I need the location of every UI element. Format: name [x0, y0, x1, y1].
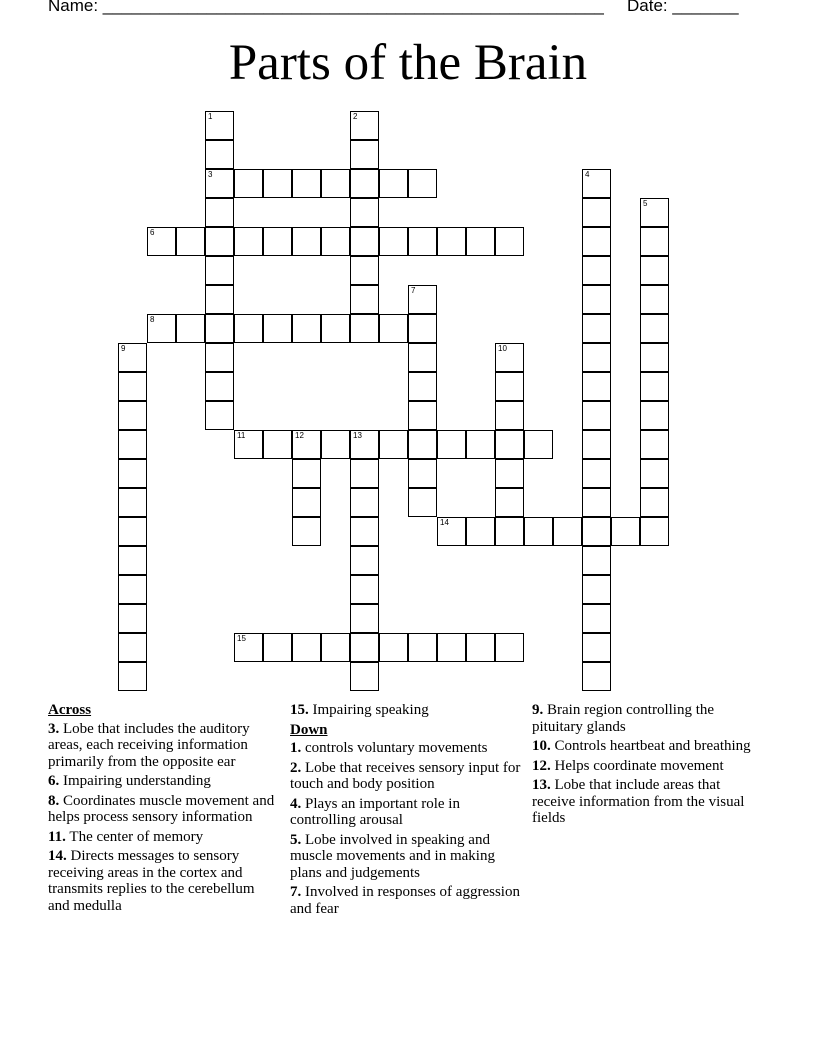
crossword-cell[interactable]: [292, 227, 321, 256]
crossword-cell[interactable]: [582, 401, 611, 430]
crossword-cell[interactable]: [640, 517, 669, 546]
crossword-cell[interactable]: [118, 372, 147, 401]
clue-number: 8: [150, 315, 155, 324]
clue-number: 4: [585, 170, 590, 179]
crossword-cell[interactable]: [118, 401, 147, 430]
crossword-cell[interactable]: [292, 430, 321, 459]
crossword-cell[interactable]: [118, 575, 147, 604]
crossword-cell[interactable]: [350, 662, 379, 691]
crossword-cell[interactable]: [495, 343, 524, 372]
crossword-cell[interactable]: [582, 604, 611, 633]
crossword-cell[interactable]: [176, 314, 205, 343]
crossword-cell[interactable]: [350, 546, 379, 575]
clue-number: 7: [411, 286, 416, 295]
crossword-cell[interactable]: [234, 227, 263, 256]
clue-across-14: 14. Directs messages to sensory receiving areas in the cortex and transmits replies to the cerebellum and medulla: [48, 848, 255, 914]
crossword-cell[interactable]: [640, 256, 669, 285]
crossword-cell[interactable]: [234, 169, 263, 198]
crossword-cell[interactable]: [379, 314, 408, 343]
crossword-cell[interactable]: [582, 517, 611, 546]
crossword-cell[interactable]: [205, 227, 234, 256]
crossword-cell[interactable]: [408, 459, 437, 488]
crossword-cell[interactable]: [263, 633, 292, 662]
crossword-cell[interactable]: [582, 285, 611, 314]
crossword-cell[interactable]: [640, 372, 669, 401]
crossword-cell[interactable]: [118, 662, 147, 691]
crossword-cell[interactable]: [466, 517, 495, 546]
crossword-cell[interactable]: [292, 488, 321, 517]
crossword-cell[interactable]: [582, 546, 611, 575]
crossword-cell[interactable]: [234, 314, 263, 343]
crossword-cell[interactable]: [321, 633, 350, 662]
clue-number: 3: [208, 170, 213, 179]
crossword-cell[interactable]: [640, 227, 669, 256]
crossword-cell[interactable]: [350, 488, 379, 517]
crossword-cell[interactable]: [205, 401, 234, 430]
crossword-cell[interactable]: [640, 459, 669, 488]
page-title: Parts of the Brain: [228, 35, 588, 91]
crossword-cell[interactable]: [582, 459, 611, 488]
crossword-cell[interactable]: [147, 314, 176, 343]
clue-number: 1: [208, 112, 213, 121]
crossword-cell[interactable]: [495, 227, 524, 256]
crossword-cell[interactable]: [640, 285, 669, 314]
clue-down-9: 9. Brain region controlling the pituitary glands: [532, 702, 715, 735]
clue-across-3: 3. Lobe that includes the auditory areas, each receiving information primarily from the opposite ear: [48, 720, 250, 770]
down-heading: Down: [290, 721, 328, 738]
crossword-cell[interactable]: [437, 227, 466, 256]
clue-across-11: 11. The center of memory: [48, 828, 204, 845]
crossword-cell[interactable]: [205, 169, 234, 198]
crossword-cell[interactable]: [350, 430, 379, 459]
name-field[interactable]: Name: _____________________________________________________: [48, 0, 604, 15]
crossword-cell[interactable]: [118, 517, 147, 546]
crossword-cell[interactable]: [350, 140, 379, 169]
crossword-cell[interactable]: [292, 517, 321, 546]
crossword-cell[interactable]: [640, 343, 669, 372]
clue-down-1: 1. controls voluntary movements: [290, 740, 488, 756]
crossword-cell[interactable]: [582, 488, 611, 517]
crossword-cell[interactable]: [350, 169, 379, 198]
crossword-cell[interactable]: [379, 430, 408, 459]
clue-number: 9: [121, 344, 126, 353]
crossword-cell[interactable]: [582, 372, 611, 401]
crossword-cell[interactable]: [582, 256, 611, 285]
crossword-cell[interactable]: [495, 401, 524, 430]
crossword-cell[interactable]: [495, 488, 524, 517]
crossword-cell[interactable]: [582, 430, 611, 459]
crossword-cell[interactable]: [582, 227, 611, 256]
crossword-cell[interactable]: [321, 314, 350, 343]
clue-number: 11: [237, 431, 246, 440]
crossword-cell[interactable]: [234, 430, 263, 459]
crossword-cell[interactable]: [350, 459, 379, 488]
crossword-cell[interactable]: [118, 430, 147, 459]
clue-down-4: 4. Plays an important role in controlling arousal: [290, 795, 460, 828]
crossword-cell[interactable]: [118, 488, 147, 517]
crossword-cell[interactable]: [321, 169, 350, 198]
crossword-cell[interactable]: [582, 198, 611, 227]
crossword-cell[interactable]: [495, 430, 524, 459]
crossword-cell[interactable]: [524, 430, 553, 459]
crossword-cell[interactable]: [408, 169, 437, 198]
crossword-cell[interactable]: [118, 633, 147, 662]
crossword-cell[interactable]: [408, 430, 437, 459]
crossword-cell[interactable]: [495, 633, 524, 662]
clue-number: 15: [237, 634, 246, 643]
clue-column-2: [290, 702, 522, 920]
crossword-cell[interactable]: [524, 517, 553, 546]
clue-down-7: 7. Involved in responses of aggression and fear: [290, 884, 520, 917]
crossword-cell[interactable]: [582, 575, 611, 604]
crossword-cell[interactable]: [640, 488, 669, 517]
crossword-cell[interactable]: [582, 343, 611, 372]
date-field[interactable]: Date: _______: [627, 0, 739, 15]
clue-number: 10: [498, 344, 507, 353]
crossword-cell[interactable]: [321, 227, 350, 256]
clue-number: 14: [440, 518, 449, 527]
crossword-cell[interactable]: [118, 459, 147, 488]
crossword-cell[interactable]: [350, 633, 379, 662]
crossword-cell[interactable]: [408, 314, 437, 343]
crossword-cell[interactable]: [408, 488, 437, 517]
crossword-cell[interactable]: [466, 430, 495, 459]
crossword-cell[interactable]: [350, 285, 379, 314]
crossword-cell[interactable]: [350, 575, 379, 604]
crossword-cell[interactable]: [408, 372, 437, 401]
crossword-cell[interactable]: [640, 314, 669, 343]
crossword-cell[interactable]: [176, 227, 205, 256]
across-heading: Across: [48, 702, 92, 718]
crossword-cell[interactable]: [292, 459, 321, 488]
crossword-cell[interactable]: [582, 633, 611, 662]
crossword-cell[interactable]: [205, 140, 234, 169]
clue-down-12: 12. Helps coordinate movement: [532, 757, 724, 774]
crossword-cell[interactable]: [640, 401, 669, 430]
crossword-cell[interactable]: [350, 314, 379, 343]
crossword-cell[interactable]: [350, 111, 379, 140]
crossword-cell[interactable]: [408, 227, 437, 256]
crossword-cell[interactable]: [205, 256, 234, 285]
crossword-cell[interactable]: [205, 372, 234, 401]
crossword-cell[interactable]: [321, 430, 350, 459]
crossword-cell[interactable]: [582, 662, 611, 691]
crossword-cell[interactable]: [408, 343, 437, 372]
crossword-cell[interactable]: [205, 285, 234, 314]
clue-down-5: 5. Lobe involved in speaking and muscle movements and in making plans and judgements: [290, 831, 495, 881]
crossword-cell[interactable]: [292, 169, 321, 198]
crossword-cell[interactable]: [640, 198, 669, 227]
clue-column-1: [48, 702, 278, 917]
clue-number: 2: [353, 112, 358, 121]
clue-across-8: 8. Coordinates muscle movement and helps process sensory information: [48, 792, 275, 825]
crossword-cell[interactable]: [408, 285, 437, 314]
crossword-cell[interactable]: [147, 227, 176, 256]
crossword-cell[interactable]: [640, 430, 669, 459]
crossword-cell[interactable]: [205, 343, 234, 372]
crossword-cell[interactable]: [582, 169, 611, 198]
crossword-cell[interactable]: [263, 169, 292, 198]
crossword-cell[interactable]: [495, 372, 524, 401]
crossword-cell[interactable]: [466, 227, 495, 256]
crossword-cell[interactable]: [437, 517, 466, 546]
crossword-cell[interactable]: [379, 633, 408, 662]
clue-number: 6: [150, 228, 155, 237]
crossword-cell[interactable]: [263, 430, 292, 459]
crossword-cell[interactable]: [408, 401, 437, 430]
crossword-cell[interactable]: [379, 169, 408, 198]
crossword-cell[interactable]: [263, 314, 292, 343]
crossword-cell[interactable]: [495, 459, 524, 488]
crossword-cell[interactable]: [582, 314, 611, 343]
crossword-cell[interactable]: [437, 430, 466, 459]
crossword-cell[interactable]: [350, 256, 379, 285]
crossword-cell[interactable]: [350, 198, 379, 227]
clue-number: 12: [295, 431, 304, 440]
crossword-cell[interactable]: [118, 546, 147, 575]
clue-across-6: 6. Impairing understanding: [48, 773, 211, 789]
clue-number: 5: [643, 199, 648, 208]
crossword-cell[interactable]: [408, 633, 437, 662]
clue-across-15: 15. Impairing speaking: [290, 702, 429, 718]
crossword-cell[interactable]: [118, 604, 147, 633]
crossword-cell[interactable]: [495, 517, 524, 546]
clue-column-3: [532, 702, 762, 830]
crossword-cell[interactable]: [234, 633, 263, 662]
crossword-cell[interactable]: [263, 227, 292, 256]
crossword-cell[interactable]: [292, 314, 321, 343]
crossword-cell[interactable]: [611, 517, 640, 546]
crossword-cell[interactable]: [205, 198, 234, 227]
crossword-cell[interactable]: [466, 633, 495, 662]
crossword-cell[interactable]: [350, 517, 379, 546]
crossword-cell[interactable]: [205, 111, 234, 140]
clue-down-2: 2. Lobe that receives sensory input for touch and body position: [290, 759, 521, 792]
clue-down-10: 10. Controls heartbeat and breathing: [532, 738, 751, 754]
crossword-cell[interactable]: [437, 633, 466, 662]
crossword-cell[interactable]: [292, 633, 321, 662]
clue-down-13: 13. Lobe that include areas that receive information from the visual fields: [532, 777, 745, 826]
crossword-cell[interactable]: [118, 343, 147, 372]
crossword-cell[interactable]: [205, 314, 234, 343]
crossword-cell[interactable]: [350, 227, 379, 256]
crossword-cell[interactable]: [350, 604, 379, 633]
clue-number: 13: [353, 431, 362, 440]
crossword-cell[interactable]: [379, 227, 408, 256]
crossword-cell[interactable]: [553, 517, 582, 546]
